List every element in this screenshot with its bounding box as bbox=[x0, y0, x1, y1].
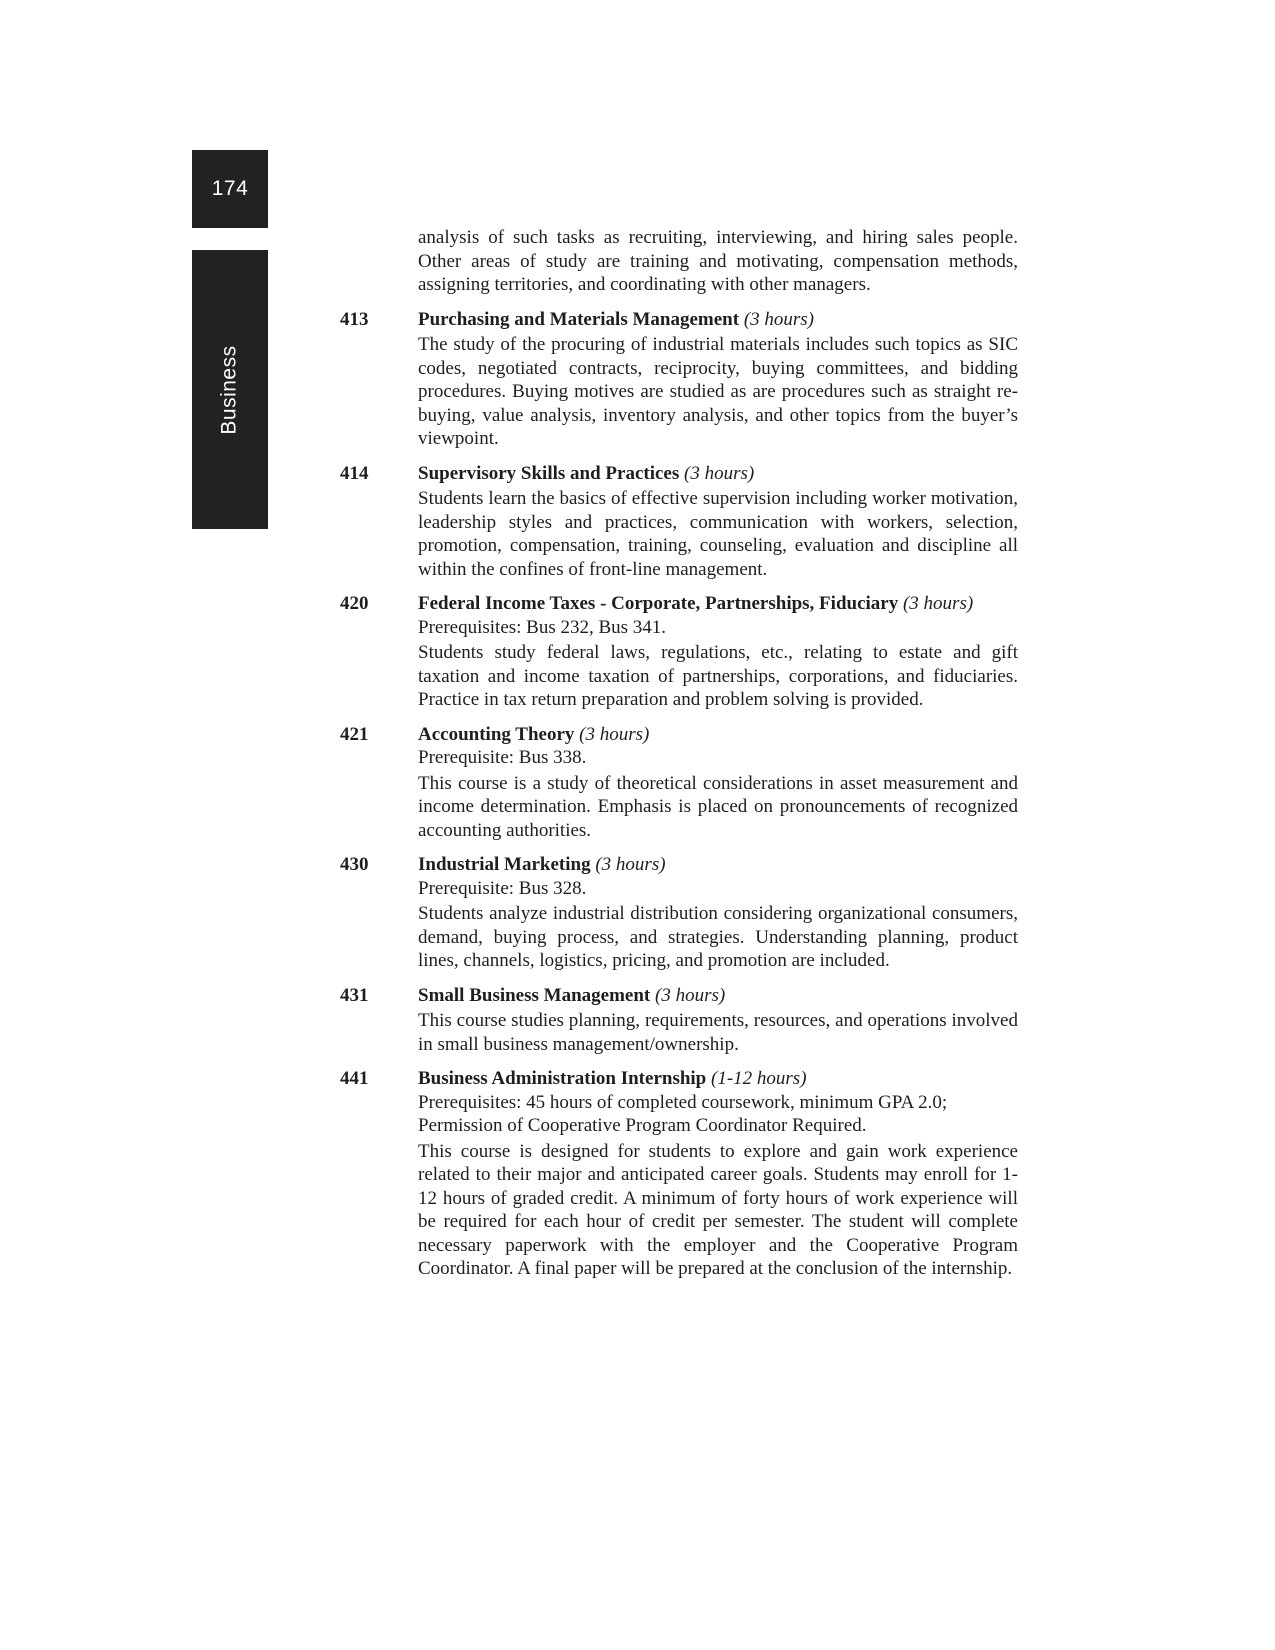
course-body bbox=[418, 1067, 1018, 1281]
course-title: Purchasing and Materials Management bbox=[418, 308, 740, 330]
course-entry bbox=[340, 853, 1020, 973]
course-number: 414 bbox=[340, 462, 369, 484]
page-number-tab bbox=[192, 150, 268, 228]
course-entry bbox=[340, 723, 1020, 843]
course-number: 420 bbox=[340, 593, 369, 614]
course-description: Students analyze industrial distribution considering organizational consumers, demand, buying process, and strategies. Understanding planning, product lines, channels, logistics, pricing, and promotion are included. bbox=[418, 903, 1018, 971]
course-description: Students study federal laws, regulations, etc., relating to estate and gift taxation and income taxation of partnerships, corporations, and fiduciaries. Practice in tax return preparation and problem solving is provided. bbox=[418, 642, 1018, 710]
course-hours: (1-12 hours) bbox=[711, 1068, 807, 1089]
course-description: The study of the procuring of industrial materials includes such topics as SIC codes, negotiated contracts, reciprocity, buying committees, and bidding procedures. Buying motives are studied as are procedures such as straight re-buying, value analysis, inventory analysis, and other topics from the buyer’s viewpoint. bbox=[418, 334, 1018, 449]
section-tab bbox=[192, 250, 268, 529]
course-description: Students learn the basics of effective supervision including worker motivation, leadership styles and practices, communication with workers, selection, promotion, compensation, training, counseling, evaluation and discipline all within the confines of front-line management. bbox=[418, 488, 1018, 580]
course-hours: (3 hours) bbox=[684, 462, 755, 484]
course-entry bbox=[340, 308, 1020, 451]
course-number: 431 bbox=[340, 984, 369, 1006]
course-number: 430 bbox=[340, 854, 369, 875]
course-title: Business Administration Internship bbox=[418, 1068, 707, 1089]
course-body bbox=[418, 723, 1018, 843]
section-label: Business bbox=[218, 344, 241, 435]
page-number: 174 bbox=[211, 177, 249, 200]
course-hours: (3 hours) bbox=[655, 984, 726, 1006]
course-body bbox=[418, 853, 1018, 973]
course-hours: (3 hours) bbox=[743, 308, 815, 330]
course-number: 441 bbox=[340, 1068, 369, 1089]
course-description: This course is a study of theoretical considerations in asset measurement and income determination. Emphasis is placed on pronouncements of recognized accounting authorities. bbox=[418, 772, 1018, 841]
course-entry bbox=[340, 984, 1020, 1057]
course-title: Accounting Theory bbox=[418, 723, 575, 745]
course-prerequisites: Prerequisites: Bus 232, Bus 341. bbox=[418, 616, 667, 638]
course-body bbox=[418, 462, 1018, 582]
continued-description: analysis of such tasks as recruiting, interviewing, and hiring sales people. Other areas of study are training and motivating, compensation methods, assigning territories, and coordinating with other managers. bbox=[418, 227, 1018, 295]
course-entry bbox=[340, 592, 1020, 712]
course-body bbox=[418, 592, 1018, 712]
course-prerequisites: Prerequisite: Bus 328. bbox=[418, 877, 587, 899]
course-hours: (3 hours) bbox=[902, 593, 974, 614]
course-title: Federal Income Taxes - Corporate, Partnerships, Fiduciary bbox=[418, 593, 899, 614]
course-description: This course studies planning, requirements, resources, and operations involved in small business management/ownership. bbox=[418, 1010, 1018, 1055]
course-number: 413 bbox=[340, 308, 369, 330]
course-prerequisites: Prerequisites: 45 hours of completed coursework, minimum GPA 2.0; Permission of Cooperative Program Coordinator Required. bbox=[418, 1091, 948, 1136]
course-body bbox=[418, 984, 1018, 1057]
course-body bbox=[418, 308, 1018, 451]
course-entry bbox=[340, 462, 1020, 582]
course-number: 421 bbox=[340, 723, 369, 745]
course-title: Small Business Management bbox=[418, 984, 651, 1006]
course-entry bbox=[340, 1067, 1020, 1281]
course-prerequisites: Prerequisite: Bus 338. bbox=[418, 747, 587, 768]
course-hours: (3 hours) bbox=[579, 723, 650, 745]
course-listing bbox=[340, 226, 1020, 1292]
course-title: Industrial Marketing bbox=[418, 854, 591, 875]
course-description: This course is designed for students to explore and gain work experience related to their major and anticipated career goals. Students may enroll for 1-12 hours of graded credit. A minimum of forty hours of work experience will be required for each hour of credit per semester. The student will complete necessary paperwork with the employer and the Cooperative Program Coordinator. A final paper will be prepared at the conclusion of the internship. bbox=[418, 1140, 1018, 1279]
course-hours: (3 hours) bbox=[595, 854, 666, 875]
course-title: Supervisory Skills and Practices bbox=[418, 462, 680, 484]
